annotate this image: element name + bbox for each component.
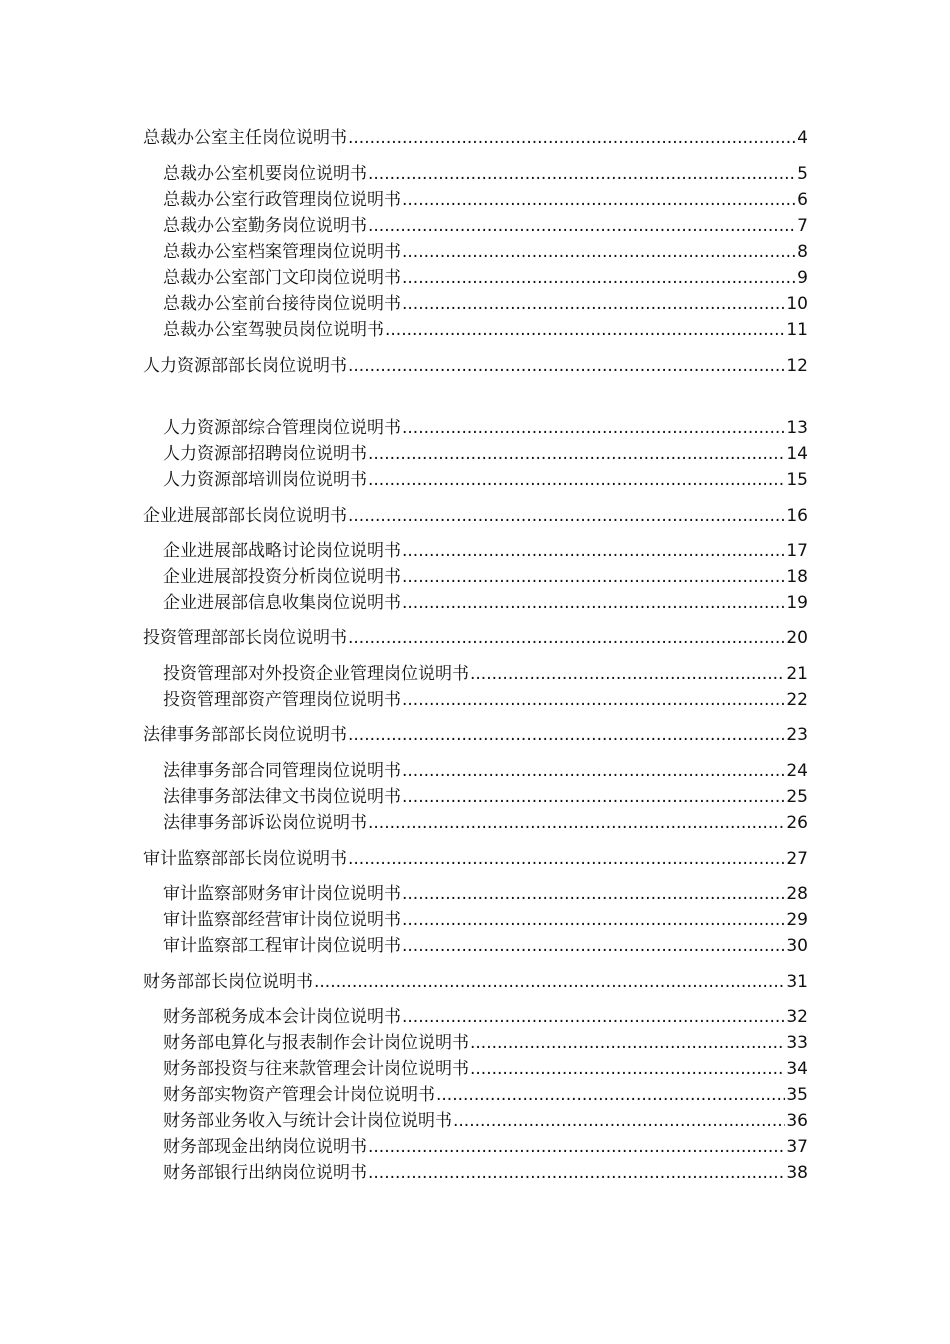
toc-entry-page: 6 [797,190,808,210]
toc-entry[interactable] [143,503,808,529]
toc-entry-title: 审计监察部部长岗位说明书 [143,849,347,869]
toc-entry[interactable] [163,187,808,213]
toc-entry-title: 投资管理部资产管理岗位说明书 [163,690,401,710]
toc-entry-page: 11 [786,320,808,340]
toc-leader-dots [402,564,785,590]
toc-entry-page: 31 [786,972,808,992]
toc-entry[interactable] [163,213,808,239]
toc-entry-page: 26 [786,813,808,833]
toc-entry-title: 法律事务部合同管理岗位说明书 [163,761,401,781]
toc-entry[interactable] [163,661,808,687]
toc-entry[interactable] [163,1134,808,1160]
toc-entry[interactable] [163,317,808,343]
toc-entry[interactable] [163,1108,808,1134]
table-of-contents [143,0,808,1344]
toc-entry[interactable] [163,784,808,810]
toc-leader-dots [368,1134,785,1160]
toc-entry[interactable] [143,125,808,151]
toc-entry-title: 审计监察部财务审计岗位说明书 [163,884,401,904]
toc-entry[interactable] [143,353,808,379]
toc-entry-page: 24 [786,761,808,781]
toc-entry-page: 10 [786,294,808,314]
toc-entry-title: 财务部部长岗位说明书 [143,972,313,992]
toc-entry-page: 4 [797,128,808,148]
toc-entry[interactable] [163,687,808,713]
toc-entry-page: 20 [786,628,808,648]
toc-entry-title: 企业进展部信息收集岗位说明书 [163,593,401,613]
toc-leader-dots [368,441,785,467]
toc-entry-title: 法律事务部法律文书岗位说明书 [163,787,401,807]
toc-entry-page: 8 [797,242,808,262]
toc-entry[interactable] [163,1030,808,1056]
toc-entry[interactable] [163,291,808,317]
toc-entry-title: 总裁办公室机要岗位说明书 [163,164,367,184]
toc-entry-title: 企业进展部投资分析岗位说明书 [163,567,401,587]
toc-entry-title: 投资管理部部长岗位说明书 [143,628,347,648]
toc-entry-page: 19 [786,593,808,613]
toc-entry-page: 36 [786,1111,808,1131]
toc-entry-page: 12 [786,356,808,376]
toc-leader-dots [402,907,785,933]
toc-leader-dots [348,625,785,651]
toc-entry-page: 23 [786,725,808,745]
toc-leader-dots [402,538,785,564]
toc-leader-dots [402,265,796,291]
toc-entry[interactable] [163,810,808,836]
toc-leader-dots [402,590,785,616]
toc-entry[interactable] [143,722,808,748]
toc-entry-page: 38 [786,1163,808,1183]
toc-entry-page: 21 [786,664,808,684]
toc-entry-title: 法律事务部诉讼岗位说明书 [163,813,367,833]
toc-entry-page: 30 [786,936,808,956]
toc-entry-title: 财务部投资与往来款管理会计岗位说明书 [163,1059,469,1079]
toc-entry-page: 22 [786,690,808,710]
toc-leader-dots [348,846,785,872]
toc-entry[interactable] [163,265,808,291]
toc-leader-dots [402,1004,785,1030]
toc-entry-title: 人力资源部招聘岗位说明书 [163,444,367,464]
toc-entry-title: 财务部银行出纳岗位说明书 [163,1163,367,1183]
toc-entry-title: 财务部现金出纳岗位说明书 [163,1137,367,1157]
toc-entry-page: 28 [786,884,808,904]
toc-entry-title: 总裁办公室驾驶员岗位说明书 [163,320,384,340]
toc-leader-dots [368,467,785,493]
toc-leader-dots [402,784,785,810]
toc-entry-title: 总裁办公室前台接待岗位说明书 [163,294,401,314]
toc-leader-dots [402,187,796,213]
toc-entry-page: 16 [786,506,808,526]
toc-leader-dots [402,415,785,441]
toc-entry-page: 27 [786,849,808,869]
toc-leader-dots [470,1056,785,1082]
toc-entry-page: 37 [786,1137,808,1157]
toc-entry-title: 总裁办公室部门文印岗位说明书 [163,268,401,288]
toc-leader-dots [470,1030,785,1056]
toc-entry-title: 财务部税务成本会计岗位说明书 [163,1007,401,1027]
toc-entry[interactable] [143,969,808,995]
toc-entry-title: 总裁办公室行政管理岗位说明书 [163,190,401,210]
toc-leader-dots [348,722,785,748]
toc-entry-page: 29 [786,910,808,930]
toc-entry-page: 14 [786,444,808,464]
toc-leader-dots [436,1082,785,1108]
toc-entry[interactable] [163,161,808,187]
toc-leader-dots [348,353,785,379]
toc-entry[interactable] [143,625,808,651]
toc-leader-dots [368,213,796,239]
toc-entry[interactable] [163,1004,808,1030]
toc-entry-page: 18 [786,567,808,587]
toc-entry-title: 财务部实物资产管理会计岗位说明书 [163,1085,435,1105]
toc-entry-title: 人力资源部综合管理岗位说明书 [163,418,401,438]
toc-leader-dots [402,933,785,959]
toc-entry-page: 9 [797,268,808,288]
toc-leader-dots [368,810,785,836]
toc-entry[interactable] [163,1082,808,1108]
toc-leader-dots [402,291,785,317]
toc-entry-title: 总裁办公室档案管理岗位说明书 [163,242,401,262]
toc-entry[interactable] [163,881,808,907]
toc-entry[interactable] [143,846,808,872]
toc-entry-title: 财务部业务收入与统计会计岗位说明书 [163,1111,452,1131]
toc-entry[interactable] [163,1056,808,1082]
toc-leader-dots [453,1108,785,1134]
toc-entry[interactable] [163,441,808,467]
toc-entry-page: 13 [786,418,808,438]
toc-entry-title: 法律事务部部长岗位说明书 [143,725,347,745]
toc-entry[interactable] [163,758,808,784]
toc-entry-title: 审计监察部工程审计岗位说明书 [163,936,401,956]
toc-leader-dots [402,687,785,713]
toc-leader-dots [402,881,785,907]
toc-entry-page: 5 [797,164,808,184]
toc-entry[interactable] [163,933,808,959]
toc-entry[interactable] [163,564,808,590]
toc-entry-title: 企业进展部战略讨论岗位说明书 [163,541,401,561]
toc-entry-page: 25 [786,787,808,807]
toc-leader-dots [470,661,785,687]
toc-entry-page: 35 [786,1085,808,1105]
toc-leader-dots [314,969,785,995]
toc-entry-title: 人力资源部部长岗位说明书 [143,356,347,376]
toc-entry-page: 32 [786,1007,808,1027]
toc-entry-title: 总裁办公室勤务岗位说明书 [163,216,367,236]
toc-leader-dots [402,239,796,265]
toc-entry-page: 17 [786,541,808,561]
toc-leader-dots [368,1160,785,1186]
toc-leader-dots [348,125,796,151]
toc-entry-page: 7 [797,216,808,236]
toc-entry[interactable] [163,415,808,441]
toc-entry[interactable] [163,467,808,493]
toc-entry[interactable] [163,1160,808,1186]
toc-entry-title: 总裁办公室主任岗位说明书 [143,128,347,148]
toc-entry[interactable] [163,590,808,616]
toc-entry-title: 企业进展部部长岗位说明书 [143,506,347,526]
toc-leader-dots [402,758,785,784]
toc-entry-page: 34 [786,1059,808,1079]
toc-leader-dots [348,503,785,529]
toc-leader-dots [368,161,796,187]
toc-entry-page: 33 [786,1033,808,1053]
toc-entry-title: 财务部电算化与报表制作会计岗位说明书 [163,1033,469,1053]
toc-entry[interactable] [163,538,808,564]
toc-entry[interactable] [163,239,808,265]
toc-leader-dots [385,317,785,343]
toc-entry-title: 投资管理部对外投资企业管理岗位说明书 [163,664,469,684]
toc-entry[interactable] [163,907,808,933]
toc-entry-page: 15 [786,470,808,490]
toc-entry-title: 人力资源部培训岗位说明书 [163,470,367,490]
toc-entry-title: 审计监察部经营审计岗位说明书 [163,910,401,930]
